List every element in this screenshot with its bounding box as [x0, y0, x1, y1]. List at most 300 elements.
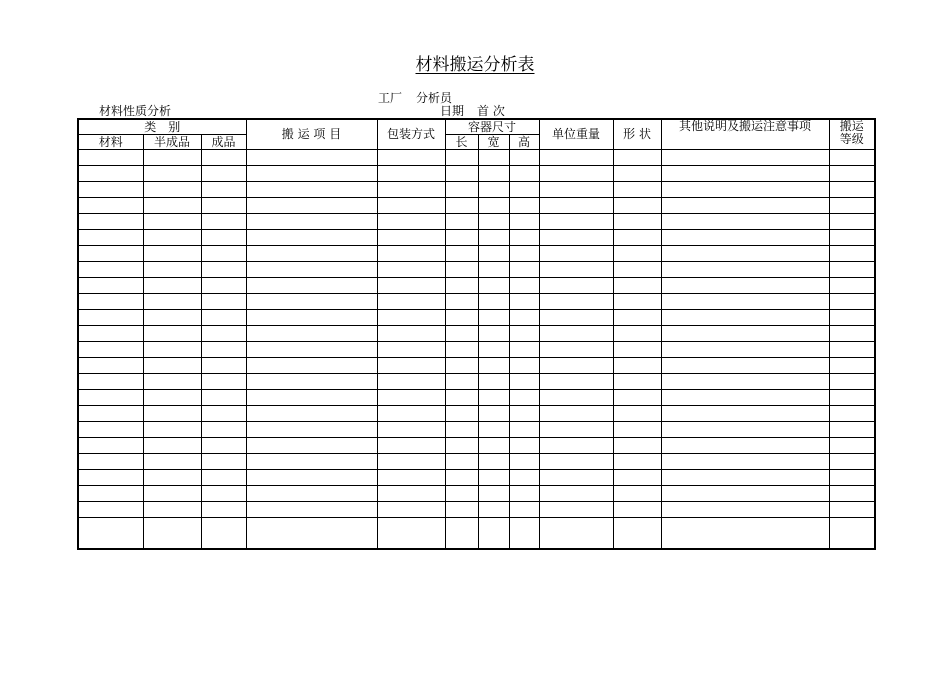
table-cell[interactable] — [78, 470, 143, 486]
table-cell[interactable] — [509, 246, 539, 262]
table-cell[interactable] — [613, 422, 661, 438]
table-cell[interactable] — [246, 486, 377, 502]
table-cell[interactable] — [661, 166, 829, 182]
table-cell[interactable] — [445, 438, 478, 454]
table-cell[interactable] — [201, 374, 246, 390]
table-cell[interactable] — [539, 422, 613, 438]
table-cell[interactable] — [377, 214, 445, 230]
table-cell[interactable] — [613, 406, 661, 422]
table-cell[interactable] — [829, 486, 875, 502]
table-cell[interactable] — [478, 198, 509, 214]
table-cell[interactable] — [246, 278, 377, 294]
table-cell[interactable] — [201, 150, 246, 166]
table-cell[interactable] — [143, 502, 201, 518]
table-cell[interactable] — [829, 198, 875, 214]
table-cell[interactable] — [661, 342, 829, 358]
table-cell[interactable] — [246, 182, 377, 198]
header-grade-line2: 等级 — [839, 132, 864, 146]
table-cell[interactable] — [445, 502, 478, 518]
table-cell[interactable] — [613, 198, 661, 214]
table-cell[interactable] — [539, 374, 613, 390]
table-cell[interactable] — [509, 198, 539, 214]
table-cell[interactable] — [377, 262, 445, 278]
table-cell[interactable] — [613, 486, 661, 502]
table-cell[interactable] — [201, 486, 246, 502]
table-cell[interactable] — [478, 518, 509, 550]
table-cell[interactable] — [509, 262, 539, 278]
table-cell[interactable] — [201, 278, 246, 294]
table-cell[interactable] — [539, 166, 613, 182]
table-cell[interactable] — [478, 230, 509, 246]
table-cell[interactable] — [478, 246, 509, 262]
header-packing: 包装方式 — [377, 119, 445, 150]
table-cell[interactable] — [829, 246, 875, 262]
table-cell[interactable] — [201, 422, 246, 438]
table-cell[interactable] — [661, 422, 829, 438]
table-cell[interactable] — [445, 518, 478, 550]
table-cell[interactable] — [143, 246, 201, 262]
table-cell[interactable] — [539, 326, 613, 342]
table-cell[interactable] — [201, 310, 246, 326]
table-cell[interactable] — [539, 278, 613, 294]
table-cell[interactable] — [478, 278, 509, 294]
table-cell[interactable] — [246, 422, 377, 438]
table-cell[interactable] — [143, 486, 201, 502]
table-cell[interactable] — [478, 342, 509, 358]
table-cell[interactable] — [829, 406, 875, 422]
table-cell[interactable] — [445, 486, 478, 502]
table-row — [78, 486, 875, 502]
table-cell[interactable] — [377, 358, 445, 374]
table-cell[interactable] — [445, 230, 478, 246]
table-cell[interactable] — [201, 294, 246, 310]
table-cell[interactable] — [509, 486, 539, 502]
table-cell[interactable] — [478, 294, 509, 310]
table-cell[interactable] — [201, 262, 246, 278]
table-cell[interactable] — [377, 374, 445, 390]
table-cell[interactable] — [509, 278, 539, 294]
table-cell[interactable] — [829, 390, 875, 406]
table-cell[interactable] — [661, 486, 829, 502]
table-cell[interactable] — [445, 198, 478, 214]
table-cell[interactable] — [829, 230, 875, 246]
table-cell[interactable] — [377, 182, 445, 198]
table-cell[interactable] — [201, 230, 246, 246]
table-cell[interactable] — [539, 390, 613, 406]
table-cell[interactable] — [445, 342, 478, 358]
table-cell[interactable] — [478, 358, 509, 374]
table-cell[interactable] — [201, 358, 246, 374]
table-cell[interactable] — [509, 182, 539, 198]
table-cell[interactable] — [445, 374, 478, 390]
table-cell[interactable] — [201, 390, 246, 406]
table-cell[interactable] — [539, 358, 613, 374]
table-cell[interactable] — [478, 326, 509, 342]
table-cell[interactable] — [201, 470, 246, 486]
table-cell[interactable] — [613, 502, 661, 518]
table-cell[interactable] — [478, 454, 509, 470]
table-cell[interactable] — [78, 294, 143, 310]
table-cell[interactable] — [478, 438, 509, 454]
table-cell[interactable] — [661, 438, 829, 454]
table-cell[interactable] — [829, 502, 875, 518]
table-cell[interactable] — [613, 150, 661, 166]
table-cell[interactable] — [478, 470, 509, 486]
table-cell[interactable] — [509, 374, 539, 390]
table-cell[interactable] — [78, 246, 143, 262]
table-cell[interactable] — [613, 214, 661, 230]
table-cell[interactable] — [539, 150, 613, 166]
table-cell[interactable] — [445, 358, 478, 374]
table-cell[interactable] — [613, 246, 661, 262]
table-cell[interactable] — [829, 278, 875, 294]
table-cell[interactable] — [613, 390, 661, 406]
table-cell[interactable] — [143, 278, 201, 294]
table-cell[interactable] — [661, 262, 829, 278]
table-cell[interactable] — [478, 406, 509, 422]
table-cell[interactable] — [377, 406, 445, 422]
table-cell[interactable] — [78, 502, 143, 518]
table-cell[interactable] — [661, 310, 829, 326]
table-cell[interactable] — [377, 342, 445, 358]
table-cell[interactable] — [509, 310, 539, 326]
table-cell[interactable] — [539, 454, 613, 470]
table-cell[interactable] — [539, 310, 613, 326]
table-cell[interactable] — [509, 390, 539, 406]
table-cell[interactable] — [377, 150, 445, 166]
table-cell[interactable] — [478, 150, 509, 166]
table-cell[interactable] — [829, 374, 875, 390]
table-cell[interactable] — [246, 502, 377, 518]
table-cell[interactable] — [478, 310, 509, 326]
table-cell[interactable] — [829, 294, 875, 310]
table-cell[interactable] — [143, 166, 201, 182]
table-cell[interactable] — [246, 166, 377, 182]
table-cell[interactable] — [509, 294, 539, 310]
table-cell[interactable] — [445, 294, 478, 310]
table-cell[interactable] — [539, 230, 613, 246]
table-cell[interactable] — [78, 182, 143, 198]
table-cell[interactable] — [246, 198, 377, 214]
table-cell[interactable] — [445, 278, 478, 294]
table-cell[interactable] — [539, 262, 613, 278]
table-cell[interactable] — [246, 150, 377, 166]
table-cell[interactable] — [445, 214, 478, 230]
table-cell[interactable] — [509, 422, 539, 438]
table-cell[interactable] — [829, 454, 875, 470]
table-cell[interactable] — [509, 150, 539, 166]
table-cell[interactable] — [143, 198, 201, 214]
table-cell[interactable] — [246, 518, 377, 550]
table-cell[interactable] — [478, 374, 509, 390]
table-cell[interactable] — [478, 166, 509, 182]
table-cell[interactable] — [78, 310, 143, 326]
table-cell[interactable] — [78, 390, 143, 406]
table-cell[interactable] — [539, 470, 613, 486]
table-cell[interactable] — [613, 294, 661, 310]
table-cell[interactable] — [478, 486, 509, 502]
table-row — [78, 198, 875, 214]
table-cell[interactable] — [829, 438, 875, 454]
table-cell[interactable] — [78, 422, 143, 438]
table-cell[interactable] — [78, 342, 143, 358]
table-cell[interactable] — [143, 470, 201, 486]
table-cell[interactable] — [829, 166, 875, 182]
table-cell[interactable] — [246, 358, 377, 374]
table-cell[interactable] — [478, 422, 509, 438]
table-cell[interactable] — [829, 182, 875, 198]
table-cell[interactable] — [377, 230, 445, 246]
table-cell[interactable] — [246, 406, 377, 422]
table-cell[interactable] — [143, 518, 201, 550]
table-cell[interactable] — [661, 454, 829, 470]
table-cell[interactable] — [377, 390, 445, 406]
table-cell[interactable] — [143, 150, 201, 166]
table-cell[interactable] — [613, 166, 661, 182]
table-cell[interactable] — [445, 166, 478, 182]
table-cell[interactable] — [478, 214, 509, 230]
table-cell[interactable] — [143, 262, 201, 278]
table-cell[interactable] — [377, 422, 445, 438]
table-cell[interactable] — [445, 422, 478, 438]
table-cell[interactable] — [78, 454, 143, 470]
table-cell[interactable] — [539, 486, 613, 502]
table-cell[interactable] — [377, 246, 445, 262]
table-cell[interactable] — [661, 502, 829, 518]
table-cell[interactable] — [829, 470, 875, 486]
table-cell[interactable] — [539, 214, 613, 230]
table-cell[interactable] — [246, 454, 377, 470]
table-cell[interactable] — [478, 390, 509, 406]
table-cell[interactable] — [201, 502, 246, 518]
table-cell[interactable] — [143, 390, 201, 406]
table-cell[interactable] — [445, 454, 478, 470]
table-cell[interactable] — [661, 390, 829, 406]
table-cell[interactable] — [78, 214, 143, 230]
table-cell[interactable] — [509, 438, 539, 454]
table-cell[interactable] — [445, 470, 478, 486]
table-cell[interactable] — [143, 230, 201, 246]
header-material: 材料 — [78, 135, 143, 150]
table-cell[interactable] — [377, 454, 445, 470]
table-cell[interactable] — [661, 406, 829, 422]
table-cell[interactable] — [143, 342, 201, 358]
table-cell[interactable] — [143, 422, 201, 438]
table-cell[interactable] — [613, 342, 661, 358]
table-cell[interactable] — [201, 454, 246, 470]
header-item: 搬 运 项 目 — [246, 119, 377, 150]
table-cell[interactable] — [478, 502, 509, 518]
table-cell[interactable] — [539, 406, 613, 422]
table-cell[interactable] — [613, 454, 661, 470]
table-cell[interactable] — [661, 326, 829, 342]
table-row — [78, 278, 875, 294]
table-cell[interactable] — [143, 438, 201, 454]
table-cell[interactable] — [539, 502, 613, 518]
table-cell[interactable] — [78, 518, 143, 550]
table-cell[interactable] — [377, 470, 445, 486]
table-cell[interactable] — [78, 406, 143, 422]
table-cell[interactable] — [509, 166, 539, 182]
table-cell[interactable] — [478, 262, 509, 278]
table-cell[interactable] — [377, 278, 445, 294]
table-cell[interactable] — [829, 262, 875, 278]
table-cell[interactable] — [143, 406, 201, 422]
table-cell[interactable] — [478, 182, 509, 198]
table-cell[interactable] — [78, 438, 143, 454]
table-cell[interactable] — [246, 262, 377, 278]
table-cell[interactable] — [246, 230, 377, 246]
table-cell[interactable] — [246, 470, 377, 486]
table-cell[interactable] — [509, 406, 539, 422]
table-cell[interactable] — [445, 150, 478, 166]
table-cell[interactable] — [445, 182, 478, 198]
table-cell[interactable] — [445, 246, 478, 262]
table-cell[interactable] — [78, 486, 143, 502]
table-cell[interactable] — [613, 278, 661, 294]
table-cell[interactable] — [377, 438, 445, 454]
analyst-label: 分析员 — [416, 91, 453, 105]
table-cell[interactable] — [377, 166, 445, 182]
table-cell[interactable] — [509, 326, 539, 342]
table-cell[interactable] — [201, 182, 246, 198]
table-cell[interactable] — [377, 518, 445, 550]
table-cell[interactable] — [613, 326, 661, 342]
table-cell[interactable] — [661, 294, 829, 310]
table-cell[interactable] — [246, 438, 377, 454]
table-cell[interactable] — [829, 150, 875, 166]
table-cell[interactable] — [539, 182, 613, 198]
table-cell[interactable] — [661, 150, 829, 166]
table-cell[interactable] — [661, 278, 829, 294]
table-cell[interactable] — [143, 454, 201, 470]
table-cell[interactable] — [829, 326, 875, 342]
table-cell[interactable] — [201, 438, 246, 454]
table-cell[interactable] — [78, 166, 143, 182]
table-cell[interactable] — [143, 310, 201, 326]
table-row — [78, 390, 875, 406]
table-cell[interactable] — [661, 374, 829, 390]
table-cell[interactable] — [445, 262, 478, 278]
table-row — [78, 262, 875, 278]
table-cell[interactable] — [377, 502, 445, 518]
table-cell[interactable] — [201, 166, 246, 182]
table-cell[interactable] — [829, 518, 875, 550]
table-cell[interactable] — [78, 374, 143, 390]
table-cell[interactable] — [246, 374, 377, 390]
table-cell[interactable] — [143, 326, 201, 342]
table-cell[interactable] — [246, 342, 377, 358]
table-cell[interactable] — [661, 518, 829, 550]
table-cell[interactable] — [78, 278, 143, 294]
table-cell[interactable] — [539, 438, 613, 454]
table-cell[interactable] — [445, 390, 478, 406]
table-cell[interactable] — [661, 470, 829, 486]
table-cell[interactable] — [377, 294, 445, 310]
table-cell[interactable] — [613, 182, 661, 198]
table-cell[interactable] — [509, 230, 539, 246]
table-cell[interactable] — [78, 326, 143, 342]
table-cell[interactable] — [613, 230, 661, 246]
table-cell[interactable] — [201, 326, 246, 342]
table-cell[interactable] — [246, 326, 377, 342]
table-cell[interactable] — [613, 262, 661, 278]
table-cell[interactable] — [445, 406, 478, 422]
table-cell[interactable] — [246, 390, 377, 406]
table-cell[interactable] — [143, 214, 201, 230]
table-cell[interactable] — [445, 326, 478, 342]
table-cell[interactable] — [246, 294, 377, 310]
header-length: 长 — [445, 135, 478, 150]
table-cell[interactable] — [377, 486, 445, 502]
table-cell[interactable] — [539, 518, 613, 550]
table-cell[interactable] — [143, 182, 201, 198]
table-cell[interactable] — [509, 502, 539, 518]
table-cell[interactable] — [661, 214, 829, 230]
table-cell[interactable] — [509, 518, 539, 550]
table-cell[interactable] — [539, 198, 613, 214]
table-cell[interactable] — [377, 310, 445, 326]
table-cell[interactable] — [201, 198, 246, 214]
table-cell[interactable] — [201, 214, 246, 230]
table-cell[interactable] — [143, 358, 201, 374]
table-cell[interactable] — [246, 214, 377, 230]
table-cell[interactable] — [201, 406, 246, 422]
table-cell[interactable] — [613, 358, 661, 374]
table-row — [78, 422, 875, 438]
table-cell[interactable] — [377, 326, 445, 342]
table-cell[interactable] — [613, 518, 661, 550]
table-cell[interactable] — [509, 470, 539, 486]
table-cell[interactable] — [829, 422, 875, 438]
table-cell[interactable] — [661, 182, 829, 198]
table-cell[interactable] — [613, 310, 661, 326]
table-cell[interactable] — [78, 230, 143, 246]
table-cell[interactable] — [78, 262, 143, 278]
table-cell[interactable] — [613, 470, 661, 486]
table-cell[interactable] — [201, 246, 246, 262]
table-cell[interactable] — [661, 230, 829, 246]
table-cell[interactable] — [829, 342, 875, 358]
table-cell[interactable] — [143, 374, 201, 390]
table-cell[interactable] — [613, 374, 661, 390]
table-cell[interactable] — [661, 358, 829, 374]
table-cell[interactable] — [246, 246, 377, 262]
table-cell[interactable] — [509, 342, 539, 358]
table-cell[interactable] — [829, 214, 875, 230]
table-cell[interactable] — [613, 438, 661, 454]
table-cell[interactable] — [539, 342, 613, 358]
table-cell[interactable] — [661, 198, 829, 214]
table-cell[interactable] — [78, 150, 143, 166]
table-cell[interactable] — [539, 246, 613, 262]
table-cell[interactable] — [143, 294, 201, 310]
table-cell[interactable] — [509, 214, 539, 230]
table-cell[interactable] — [201, 342, 246, 358]
table-cell[interactable] — [78, 358, 143, 374]
table-cell[interactable] — [445, 310, 478, 326]
table-cell[interactable] — [201, 518, 246, 550]
table-cell[interactable] — [377, 198, 445, 214]
table-cell[interactable] — [661, 246, 829, 262]
table-cell[interactable] — [246, 310, 377, 326]
table-cell[interactable] — [78, 198, 143, 214]
table-cell[interactable] — [509, 358, 539, 374]
table-cell[interactable] — [509, 454, 539, 470]
table-cell[interactable] — [829, 310, 875, 326]
table-cell[interactable] — [539, 294, 613, 310]
table-cell[interactable] — [829, 358, 875, 374]
